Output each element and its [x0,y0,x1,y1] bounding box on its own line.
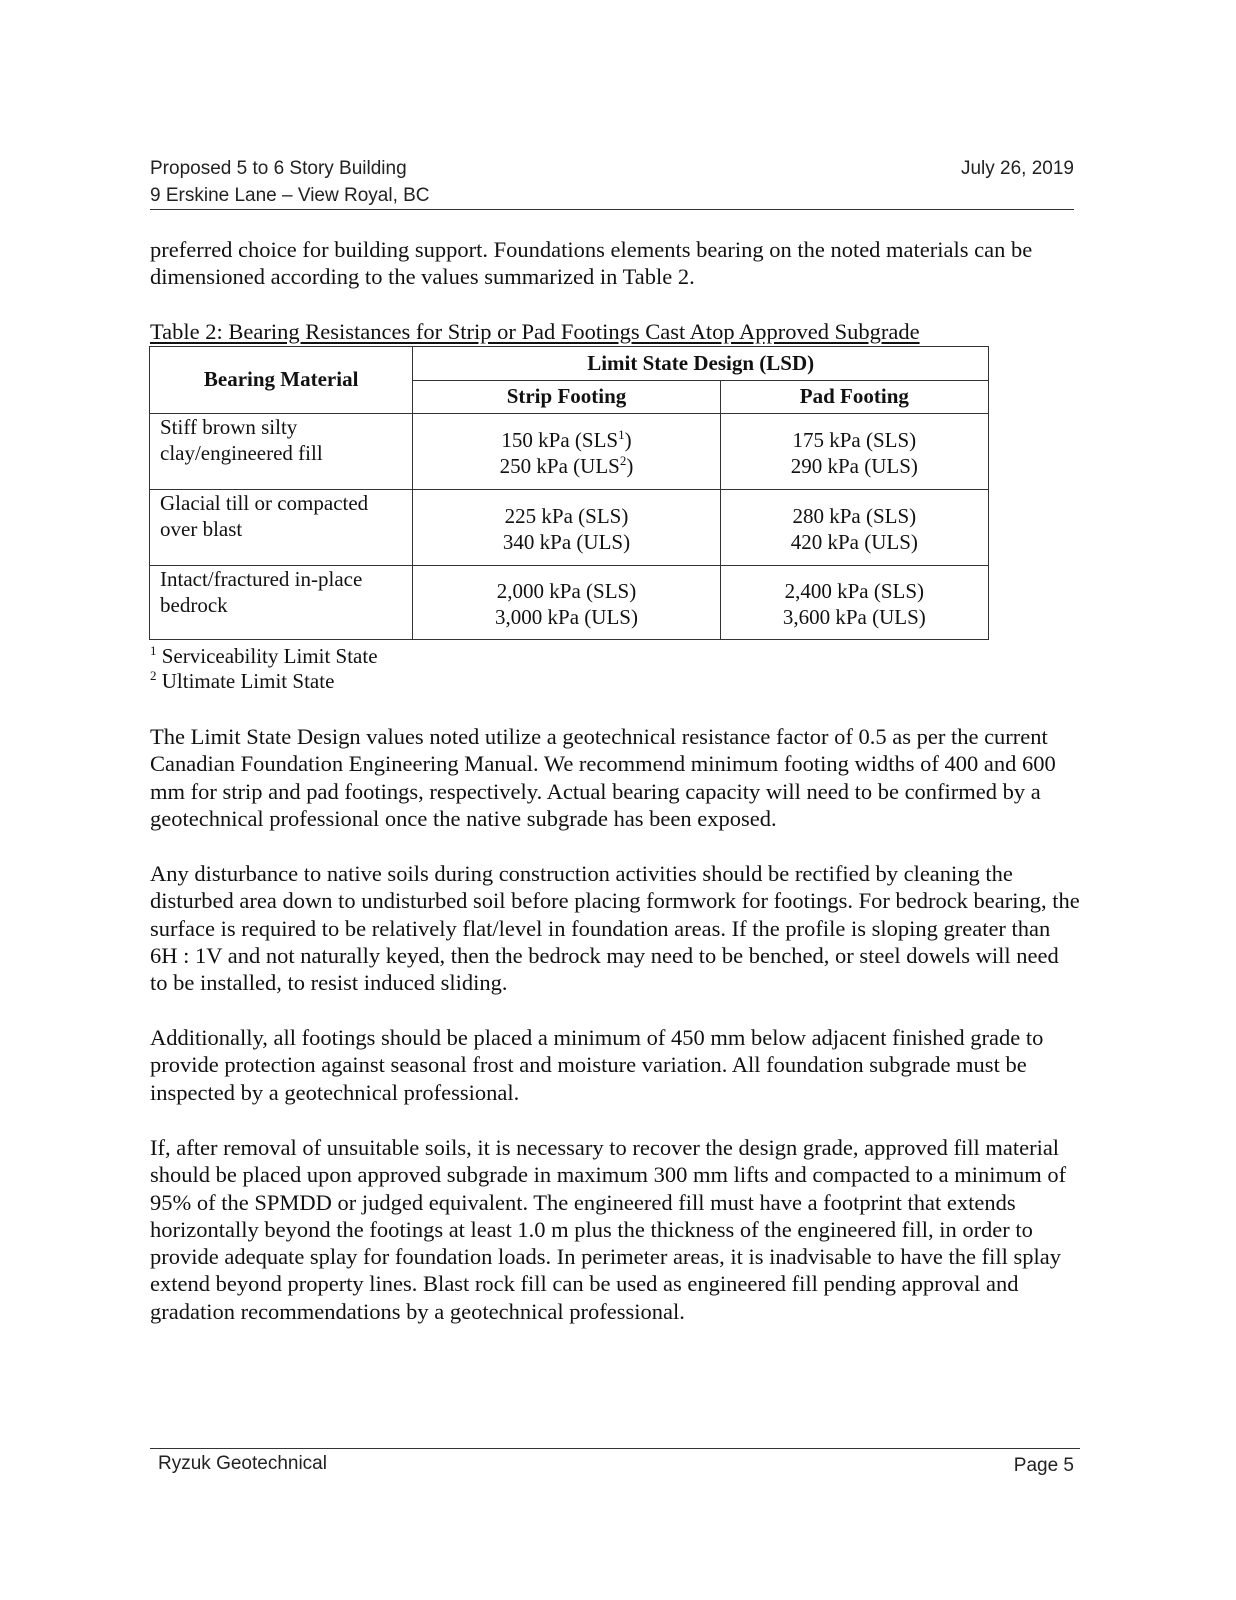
strip-uls-value: 3,000 kPa (ULS) [495,604,638,629]
table-row [150,490,989,566]
pad-footing-cell [720,414,988,490]
header-left [150,155,430,209]
pad-uls-value: 420 kPa (ULS) [790,529,918,554]
pad-uls-value: 3,600 kPa (ULS) [782,604,926,629]
header-date: July 26, 2019 [960,158,1074,179]
table-header-row [150,347,989,381]
page-number: Page 5 [1013,1455,1074,1476]
strip-uls-value: 250 kPa (ULS$^2$) [499,452,634,478]
pad-footing-cell [720,490,988,566]
table-caption: Table 2: Bearing Resistances for Strip or Pad Footings Cast Atop Approved Subgrade [150,319,920,344]
strip-sls-value: 150 kPa (SLS$^1$) [501,427,632,452]
strip-uls-value: 340 kPa (ULS) [502,529,631,554]
body-paragraph: Additionally, all footings should be placed a minimum of 450 mm below adjacent finished grade to provide protection against seasonal frost and moisture variation. All foundation subgrade must be inspected by a geotechnical professional. [150,1025,1044,1105]
pad-sls-value: 175 kPa (SLS) [792,428,917,452]
header-limit-state-design: Limit State Design (LSD) [413,347,989,381]
pad-sls-value: 280 kPa (SLS) [792,504,917,528]
header-rule [150,209,1074,210]
pad-sls-value: 2,400 kPa (SLS) [784,579,925,603]
header-strip-footing: Strip Footing [413,381,720,414]
strip-sls-value: 2,000 kPa (SLS) [496,579,637,603]
bearing-resistance-table [149,346,989,640]
body-paragraph: Any disturbance to native soils during construction activities should be rectified by cleaning the disturbed area down to undisturbed soil before placing formwork for footings. For bedrock bearing, the surface is required to be relatively flat/level in foundation areas. If the profile is sloping greater than 6H : 1V and not naturally keyed, then the bedrock may need to be benched, or steel dowels will need to be installed, to resist induced sliding. [150,861,1080,996]
footer-firm: Ryzuk Geotechnical [158,1453,327,1474]
pad-uls-value: 290 kPa (ULS) [790,453,918,478]
pad-footing-cell [720,566,988,640]
header-pad-footing: Pad Footing [720,381,988,414]
intro-paragraph: preferred choice for building support. Foundations elements bearing on the noted materials can be dimensioned according to the values summarized in Table 2. [150,237,1033,290]
table-row [150,566,989,640]
header-bearing-material: Bearing Material [150,347,413,414]
footer-rule [150,1448,1080,1449]
table-footnote: $^1$ Serviceability Limit State [150,643,378,668]
strip-sls-value: 225 kPa (SLS) [504,504,629,528]
header-project: Proposed 5 to 6 Story Building [150,158,407,179]
material-cell: Stiff brown silty clay/engineered fill [150,414,413,490]
body-paragraph: The Limit State Design values noted utilize a geotechnical resistance factor of 0.5 as per the current Canadian Foundation Engineering Manual. We recommend minimum footing widths of 400 and 600 mm for strip and pad footings, respectively. Actual bearing capacity will need to be confirmed by a geotechnical professional once the native subgrade has been exposed. [150,724,1056,831]
strip-footing-cell [413,490,720,566]
strip-footing-cell [413,414,720,490]
material-cell: Glacial till or compacted over blast [150,490,413,566]
material-cell: Intact/fractured in-place bedrock [150,566,413,640]
table-row [150,414,989,490]
body-paragraph: If, after removal of unsuitable soils, it is necessary to recover the design grade, approved fill material should be placed upon approved subgrade in maximum 300 mm lifts and compacted to a minimum of 95% of the SPMDD or judged equivalent. The engineered fill must have a footprint that extends horizontally beyond the footings at least 1.0 m plus the thickness of the engineered fill, in order to provide adequate splay for foundation loads. In perimeter areas, it is inadvisable to have the fill splay extend beyond property lines. Blast rock fill can be used as engineered fill pending approval and gradation recommendations by a geotechnical professional. [150,1135,1067,1324]
header-address: 9 Erskine Lane – View Royal, BC [150,185,430,206]
strip-footing-cell [413,566,720,640]
table-footnote: $^2$ Ultimate Limit State [150,668,335,693]
